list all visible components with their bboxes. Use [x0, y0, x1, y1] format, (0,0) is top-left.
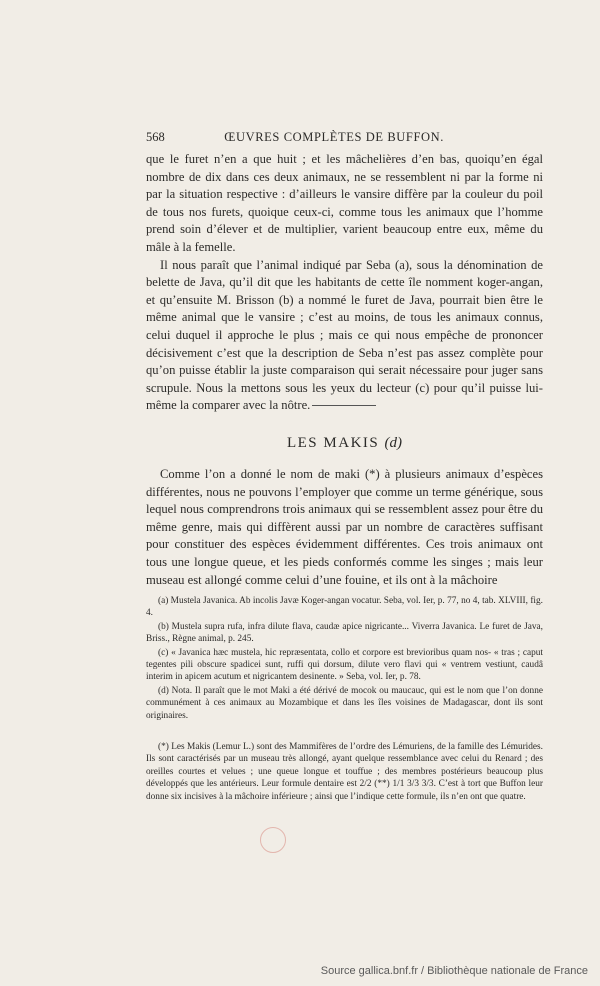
paragraph-1: que le furet n’en a que huit ; et les mâchelières d’en bas, quoiqu’en égal nombre de dix dans ces deux animaux, ne se ressemblent ni par la forme ni par la situation respective : d’ailleurs le vansire diffère par la couleur du poil de tous nos furets, quoique ceux-ci, comme tous les animaux que l’homme prend soin d’élever et de multiplier, varient beaucoup entre eux, même du mâle à la femelle. [146, 152, 543, 254]
section-divider [312, 405, 376, 406]
section-title-ref: (d) [384, 435, 402, 451]
source-attribution: Source gallica.bnf.fr / Bibliothèque nationale de France [320, 965, 588, 977]
running-head [146, 130, 444, 146]
running-title: ŒUVRES COMPLÈTES DE BUFFON. [224, 130, 444, 144]
paragraph-2: Il nous paraît que l’animal indiqué par Seba (a), sous la dénomination de belette de Java, qu’il dit que les habitants de cette île nomment koger-angan, et qu’ensuite M. Brisson (b) a nommé le furet de Java, pourrait bien être le même animal que le vansire ; c’est au moins, de tous les animaux connus, celui duquel il approche le plus ; mais ce qui nous empêche de prononcer décisivement c’est que la description de Seba n’est pas assez complète pour qu’on puisse établir la juste comparaison qui serait nécessaire pour juger sans scrupule. Nous la mettons sous les yeux du lecteur (c) pour qu’il puisse lui-même la comparer avec la nôtre. [146, 257, 543, 413]
footnotes [146, 595, 543, 723]
footnote-b: (b) Mustela supra rufa, infra dilute flava, caudæ apice nigricante... Viverra Javanica. Le furet de Java, Briss., Règne animal, p. 245. [146, 621, 543, 645]
editor-note-text: (*) Les Makis (Lemur L.) sont des Mammifères de l’ordre des Lémuriens, de la famille des Lémurides. Ils sont caractérisés par un museau très allongé, ayant quelque ressemblance avec celui du Renard ; des oreilles courtes et velues ; une queue longue et touffue ; des membres postérieurs beaucoup plus développés que les antérieurs. Leur formule dentaire est 2/2 (**) 1/1 3/3 3/3. C’est à tort que Buffon leur donne six incisives à la mâchoire inférieure ; ainsi que l’indique cette formule, ils n’en ont que quatre. [146, 742, 543, 802]
library-stamp [260, 827, 286, 853]
section-body [146, 466, 543, 589]
body-text [146, 151, 543, 415]
section-paragraph: Comme l’on a donné le nom de maki (*) à plusieurs animaux d’espèces différentes, nous ne pouvons l’employer que comme un terme générique, sous lequel nous comprendrons trois animaux qui se ressemblent assez pour être du même genre, mais qui diffèrent aussi par un nombre de caractères suffisant pour constituer des espèces évidemment différentes. Ces trois animaux ont tous une longue queue, et les pieds conformés comme les singes ; mais leur museau est allongé comme celui d’une fouine, et ils ont à la mâchoire [146, 467, 543, 587]
page-number: 568 [146, 130, 165, 144]
footnote-d: (d) Nota. Il paraît que le mot Maki a été dérivé de mocok ou maucauc, qui est le nom que l’on donne communément à ces animaux au Mozambique et dans les îles voisines de Madagascar, dont ils sont originaires. [146, 685, 543, 721]
editor-note [146, 741, 543, 803]
section-title-text: LES MAKIS [286, 435, 380, 451]
footnote-a: (a) Mustela Javanica. Ab incolis Javæ Koger-angan vocatur. Seba, vol. Ier, p. 77, no 4, tab. XLVIII, fig. 4. [146, 596, 543, 619]
section-title [146, 435, 543, 452]
footnote-c: (c) « Javanica hæc mustela, hic repræsentata, collo et corpore est brevioribus quam nos- « tras ; caput tegentes pili obscure spadicei sunt, ruffi qui dorsum, dilute vero flavi qui « ventrem vestiunt, caudâ interim in apicem acutum et nigricantem desinente. » Seba, vol. Ier, p. 78. [146, 647, 543, 683]
